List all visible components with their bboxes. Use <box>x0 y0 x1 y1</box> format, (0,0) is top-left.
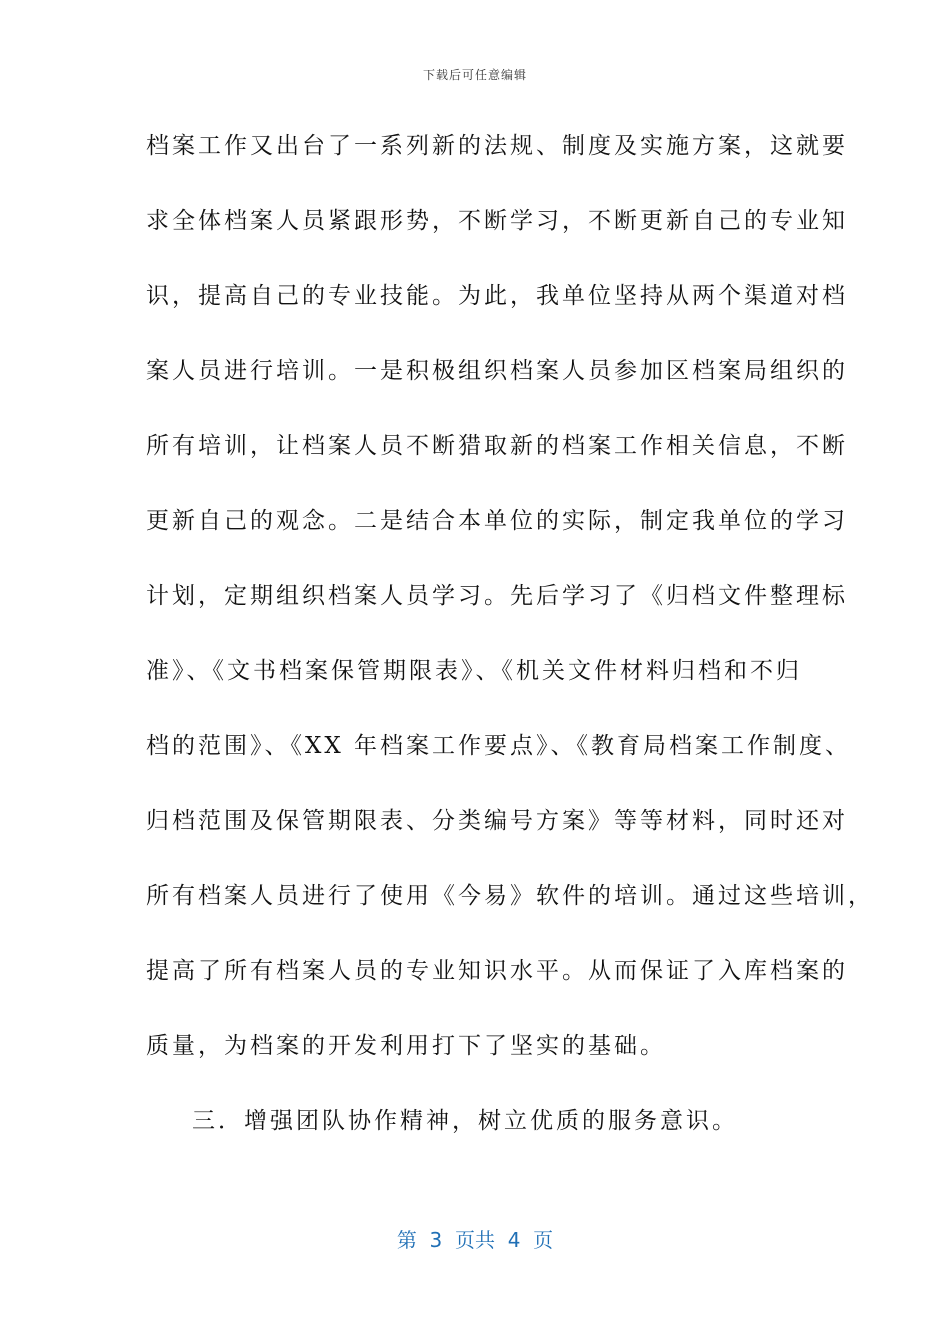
section-heading: 三．增强团队协作精神，树立优质的服务意识。 <box>192 1108 738 1134</box>
document-body <box>146 124 874 1174</box>
paragraph-line: 计划，定期组织档案人员学习。先后学习了《归档文件整理标 <box>146 583 848 609</box>
paragraph-line: 档案工作又出台了一系列新的法规、制度及实施方案，这就要 <box>146 133 848 159</box>
paragraph-line: 案人员进行培训。一是积极组织档案人员参加区档案局组织的 <box>146 358 848 384</box>
paragraph-line: 识，提高自己的专业技能。为此，我单位坚持从两个渠道对档 <box>146 283 848 309</box>
paragraph-line: 所有档案人员进行了使用《今易》软件的培训。通过这些培训， <box>146 883 874 909</box>
page-header: 下载后可任意编辑 <box>422 68 527 82</box>
paragraph-line: 档的范围》、《XX 年档案工作要点》、《教育局档案工作制度、 <box>146 733 852 759</box>
page-footer: 第 3 页共 4 页 <box>396 1228 554 1252</box>
paragraph-line: 提高了所有档案人员的专业知识水平。从而保证了入库档案的 <box>146 958 848 984</box>
paragraph-line: 求全体档案人员紧跟形势，不断学习，不断更新自己的专业知 <box>146 208 848 234</box>
paragraph-line: 归档范围及保管期限表、分类编号方案》等等材料，同时还对 <box>146 808 848 834</box>
paragraph-line: 所有培训，让档案人员不断猎取新的档案工作相关信息，不断 <box>146 433 848 459</box>
paragraph-line: 准》、《文书档案保管期限表》、《机关文件材料归档和不归 <box>146 658 802 684</box>
paragraph-line: 更新自己的观念。二是结合本单位的实际，制定我单位的学习 <box>146 508 848 534</box>
paragraph-line: 质量，为档案的开发利用打下了坚实的基础。 <box>146 1033 666 1059</box>
